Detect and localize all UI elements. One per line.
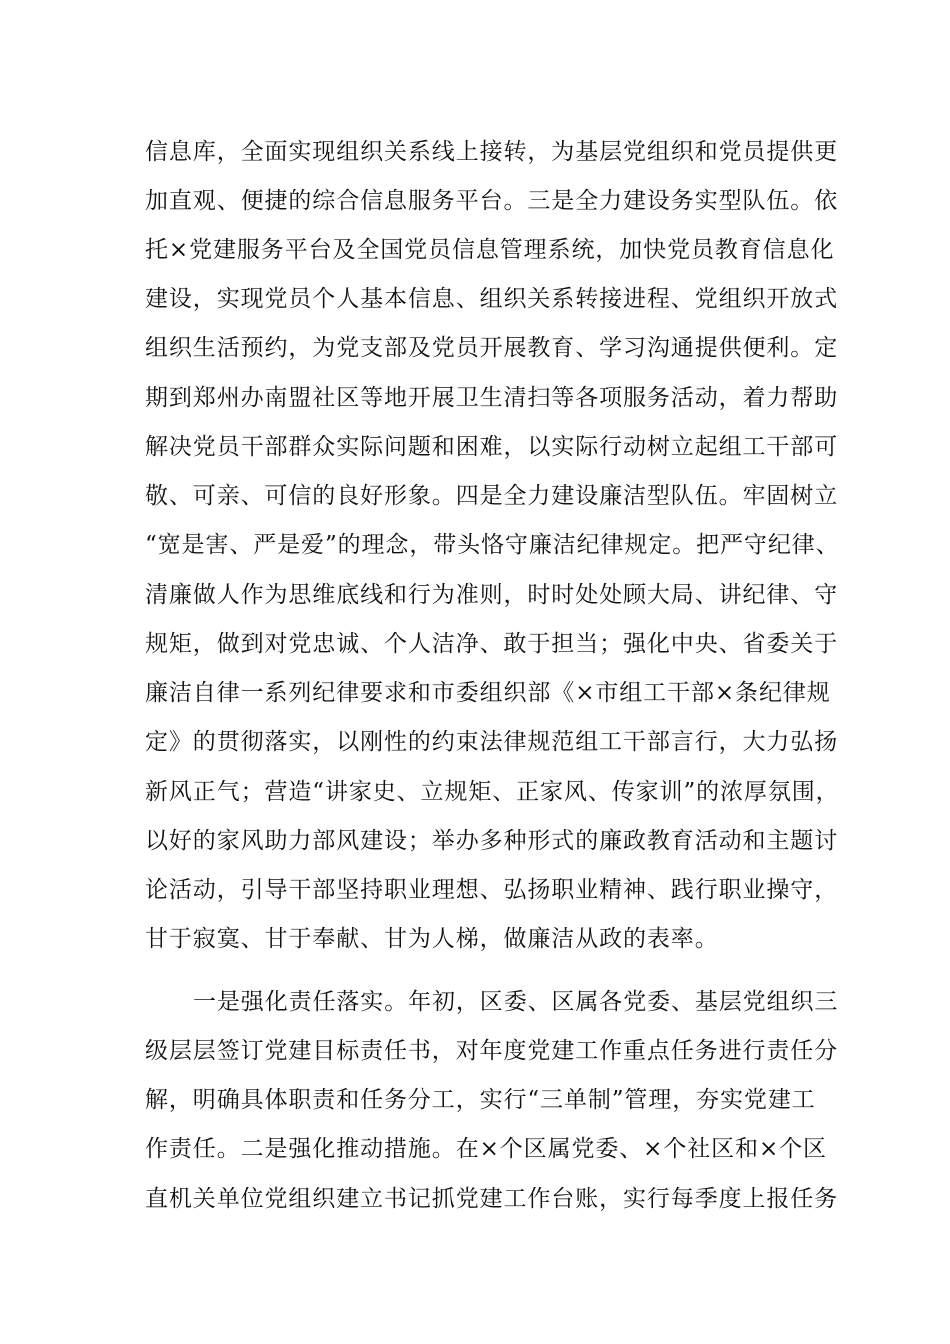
text-line: 期到郑州办南盟社区等地开展卫生清扫等各项服务活动，着力帮助 xyxy=(145,385,839,411)
text-line: 敬、可亲、可信的良好形象。四是全力建设廉洁型队伍。牢固树立 xyxy=(145,483,839,509)
text-line: 加直观、便捷的综合信息服务平台。三是全力建设务实型队伍。依 xyxy=(145,188,839,214)
text-line: 甘于寂寞、甘于奉献、甘为人梯，做廉洁从政的表率。 xyxy=(145,926,719,952)
text-line: 新风正气；营造“讲家史、立规矩、正家风、传家训”的浓厚氛围， xyxy=(145,779,840,805)
text-line: 廉洁自律一系列纪律要求和市委组织部《×市组工干部×条纪律规 xyxy=(145,680,831,706)
text-line: 一是强化责任落实。年初，区委、区属各党委、基层党组织三 xyxy=(193,989,839,1015)
text-line: 解决党员干部群众实际问题和困难，以实际行动树立起组工干部可 xyxy=(145,434,839,460)
text-line: 解，明确具体职责和任务分工，实行“三单制”管理，夯实党建工 xyxy=(145,1087,816,1113)
text-line: 作责任。二是强化推动措施。在×个区属党委、×个社区和×个区 xyxy=(145,1136,827,1162)
text-line: 论活动，引导干部坚持职业理想、弘扬职业精神、践行职业操守， xyxy=(145,877,839,903)
text-line: 以好的家风助力部风建设；举办多种形式的廉政教育活动和主题讨 xyxy=(145,828,839,854)
text-line: 建设，实现党员个人基本信息、组织关系转接进程、党组织开放式 xyxy=(145,286,839,312)
text-line: 组织生活预约，为党支部及党员开展教育、学习沟通提供便利。定 xyxy=(145,335,839,361)
text-line: “宽是害、严是爱”的理念，带头恪守廉洁纪律规定。把严守纪律、 xyxy=(145,532,840,558)
text-line: 定》的贯彻落实，以刚性的约束法律规范组工干部言行，大力弘扬 xyxy=(145,729,839,755)
text-line: 级层层签订党建目标责任书，对年度党建工作重点任务进行责任分 xyxy=(145,1038,839,1064)
text-line: 托×党建服务平台及全国党员信息管理系统，加快党员教育信息化 xyxy=(145,237,835,263)
text-line: 规矩，做到对党忠诚、个人洁净、敢于担当；强化中央、省委关于 xyxy=(145,631,839,657)
text-line: 直机关单位党组织建立书记抓党建工作台账，实行每季度上报任务 xyxy=(145,1186,839,1212)
text-line: 信息库，全面实现组织关系线上接转，为基层党组织和党员提供更 xyxy=(145,139,839,165)
text-line: 清廉做人作为思维底线和行为准则，时时处处顾大局、讲纪律、守 xyxy=(145,582,839,608)
